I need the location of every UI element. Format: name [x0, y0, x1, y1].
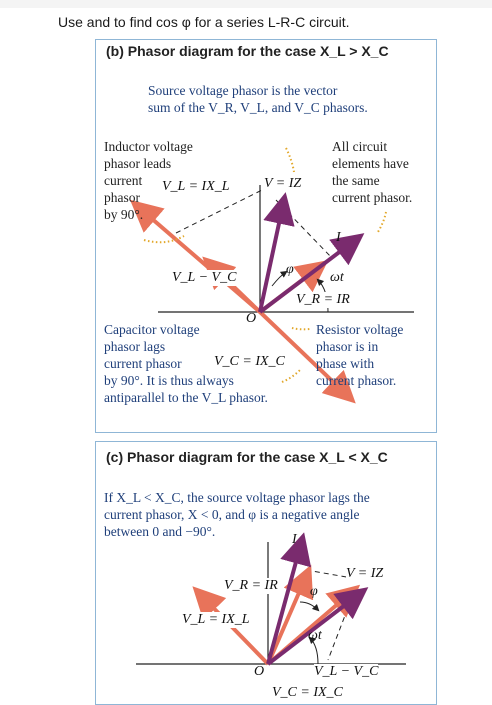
capacitor-note-line-1: Capacitor voltage	[104, 322, 200, 337]
inductor-note-line-1: Inductor voltage	[104, 139, 193, 154]
resistor-note-line-3: phase with	[316, 356, 375, 371]
origin-label: O	[246, 311, 257, 326]
source-callout	[286, 148, 294, 172]
capacitor-note-line-3: current phasor	[104, 356, 182, 371]
c-note-line-1: If X_L < X_C, the source voltage phasor lags the	[104, 490, 370, 505]
source-note-line-1: Source voltage phasor is the vector	[148, 83, 338, 98]
c-vl-phasor	[198, 592, 268, 664]
inductor-note-line-5: by 90°.	[104, 207, 144, 222]
vl-minus-vc-label: V_L − V_C	[172, 270, 237, 285]
circuit-callout	[378, 212, 386, 232]
circuit-note-line-1: All circuit	[332, 139, 388, 154]
inductor-note-line-3: current	[104, 173, 143, 188]
circuit-note-line-2: elements have	[332, 156, 409, 171]
c-v-label: V = IZ	[346, 566, 384, 581]
c-origin-label: O	[254, 664, 265, 679]
panel-c-title: (c) Phasor diagram for the case X_L < X_C	[106, 449, 388, 465]
c-vl-label: V_L = IX_L	[182, 612, 250, 627]
c-phi-label: φ	[310, 584, 318, 599]
resistor-note-line-1: Resistor voltage	[316, 322, 404, 337]
c-wt-label: ωt	[308, 628, 322, 643]
inductor-note-line-2: phasor leads	[104, 156, 172, 171]
capacitor-note-line-4: by 90°. It is thus always	[104, 373, 234, 388]
circuit-note-line-3: the same	[332, 173, 380, 188]
c-phi-arc	[300, 602, 318, 610]
capacitor-note-line-5: antiparallel to the V_L phasor.	[104, 390, 268, 405]
phi-label: φ	[286, 262, 294, 277]
capacitor-callout	[282, 370, 300, 382]
panel-b-phasor-diagram	[95, 39, 437, 433]
panel-b-title: (b) Phasor diagram for the case X_L > X_C	[106, 43, 389, 59]
c-vr-label: V_R = IR	[224, 578, 278, 593]
circuit-note-line-4: current phasor.	[332, 190, 413, 205]
panel-c-phasor-diagram	[95, 441, 437, 705]
capacitor-note-line-2: phasor lags	[104, 339, 166, 354]
inductor-note-line-4: phasor	[104, 190, 140, 205]
question-heading: Use and to find cos φ for a series L-R-C circuit.	[58, 14, 350, 30]
resistor-callout	[292, 328, 310, 329]
c-note-line-2: current phasor, X < 0, and φ is a negative angle	[104, 507, 360, 522]
wt-label: ωt	[330, 270, 344, 285]
vr-label: V_R = IR	[296, 292, 350, 307]
resistor-note-line-4: current phasor.	[316, 373, 397, 388]
vc-label: V_C = IX_C	[214, 354, 285, 369]
c-vc-label: V_C = IX_C	[272, 685, 343, 700]
source-note-line-2: sum of the V_R, V_L, and V_C phasors.	[148, 100, 368, 115]
vl-label: V_L = IX_L	[162, 179, 230, 194]
top-bar	[0, 0, 492, 8]
dashed-guide-right	[276, 200, 332, 258]
c-note-line-3: between 0 and −90°.	[104, 524, 216, 539]
i-label: I	[336, 230, 341, 245]
v-label: V = IZ	[264, 176, 302, 191]
resistor-note-line-2: phasor is in	[316, 339, 379, 354]
c-i-label: I	[292, 532, 297, 547]
panel-c-phasor-svg	[96, 442, 436, 704]
c-vl-minus-vc-label: V_L − V_C	[314, 664, 379, 679]
phi-arc	[272, 272, 286, 286]
